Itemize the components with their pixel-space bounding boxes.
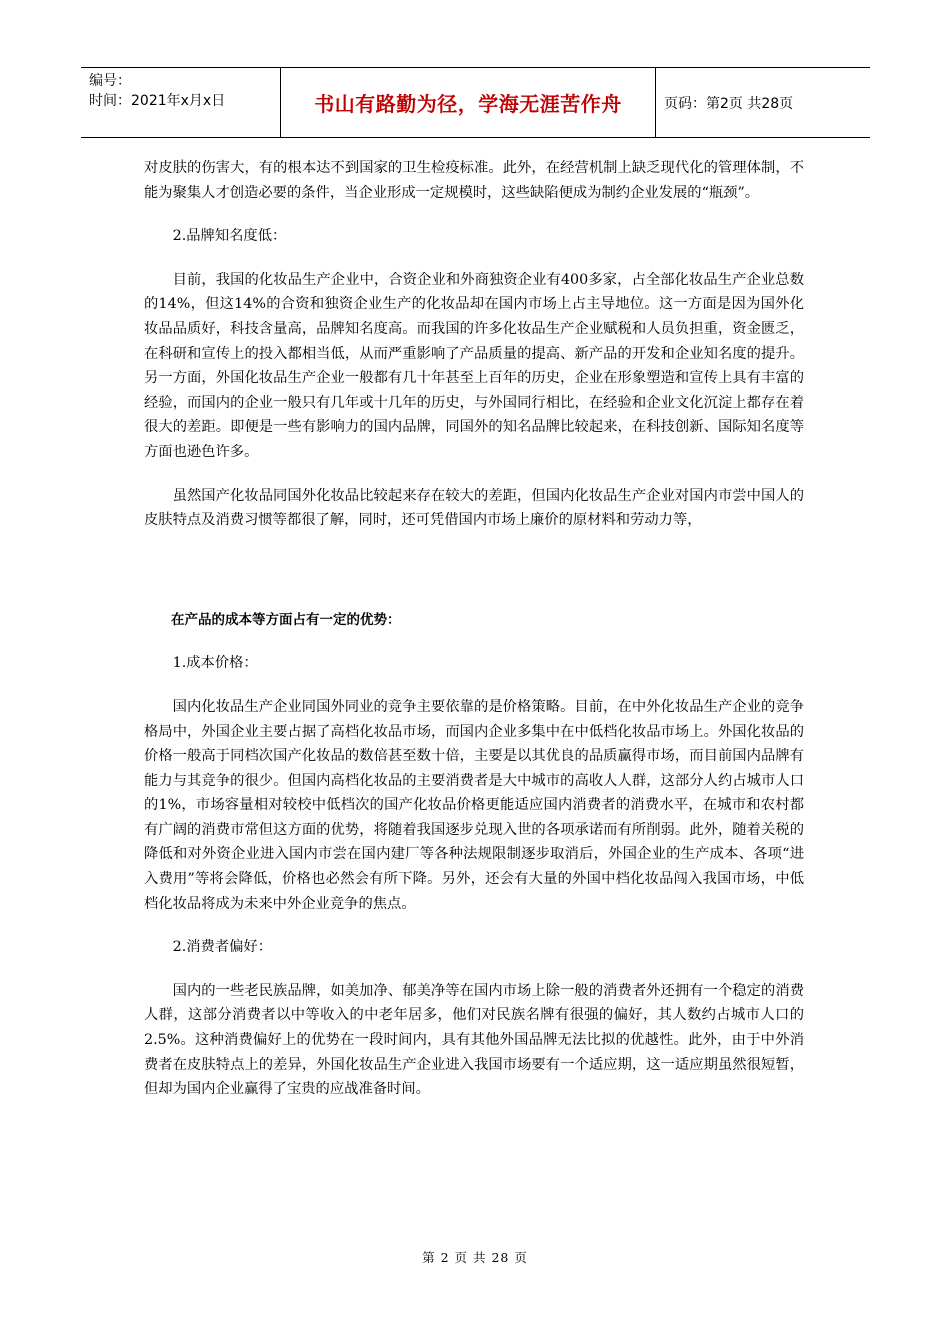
paragraph: 对皮肤的伤害大，有的根本达不到国家的卫生检疫标准。此外，在经营机制上缺乏现代化的管理体制，不能为聚集人才创造必要的条件，当企业形成一定规模时，这些缺陷便成为制约企业发展的“瓶颈”。 bbox=[144, 160, 804, 201]
paragraph: 国内化妆品生产企业同国外同业的竞争主要依靠的是价格策略。目前，在中外化妆品生产企业的竞争格局中，外国企业主要占据了高档化妆品市场，而国内企业多集中在中低档化妆品市场上。外国化妆品的价格一般高于同档次国产化妆品的数倍甚至数十倍，主要是以其优良的品质赢得市场，而目前国内品牌有能力与其竞争的很少。但国内高档化妆品的主要消费者是大中城市的高收人人群，这部分人约占城市人口的1%，市场容量相对较校中低档次的国产化妆品价格更能适应国内消费者的消费水平，在城市和农村都有广阔的消费市常但这方面的优势，将随着我国逐步兑现入世的各项承诺而有所削弱。此外，随着关税的降低和对外资企业进入国内市尝在国内建厂等各种法规限制逐步取消后，外国企业的生产成本、各项“进入费用”等将会降低，价格也必然会有所下降。另外，还会有大量的外国中档化妆品闯入我国市场，中低档化妆品将成为未来中外企业竞争的焦点。 bbox=[144, 698, 804, 912]
page-footer: 第 2 页 共 28 页 bbox=[422, 1250, 528, 1265]
header-meta bbox=[81, 68, 281, 137]
header-page-info: 页码：第2页 共28页 bbox=[664, 95, 794, 112]
document-body bbox=[144, 156, 804, 1102]
header-page-info-cell bbox=[656, 68, 870, 137]
document-time-label: 时间：2021年x月x日 bbox=[89, 93, 226, 109]
paragraph: 目前，我国的化妆品生产企业中，合资企业和外商独资企业有400多家，占全部化妆品生产企业总数的14%，但这14%的合资和独资企业生产的化妆品却在国内市场上占主导地位。这一方面是因为国外化妆品品质好，科技含量高，品牌知名度高。而我国的许多化妆品生产企业赋税和人员负担重，资金匮乏，在科研和宣传上的投入都相当低，从而严重影响了产品质量的提高、新产品的开发和企业知名度的提升。另一方面，外国化妆品生产企业一般都有几十年甚至上百年的历史，企业在形象塑造和宣传上具有丰富的经验，而国内的企业一般只有几年或十几年的历史，与外国同行相比，在经验和企业文化沉淀上都存在着很大的差距。即便是一些有影响力的国内品牌，同国外的知名品牌比较起来，在科技创新、国际知名度等方面也逊色许多。 bbox=[144, 271, 804, 460]
section-heading-brand: 2.品牌知名度低： bbox=[172, 228, 287, 245]
page-header bbox=[81, 67, 870, 138]
section-heading-preference: 2.消费者偏好： bbox=[172, 939, 273, 956]
section-heading-advantage: 在产品的成本等方面占有一定的优势： bbox=[171, 611, 401, 628]
paragraph: 虽然国产化妆品同国外化妆品比较起来存在较大的差距，但国内化妆品生产企业对国内市尝中国人的皮肤特点及消费习惯等都很了解，同时，还可凭借国内市场上廉价的原材料和劳动力等， bbox=[144, 487, 804, 529]
section-heading-cost: 1.成本价格： bbox=[172, 655, 258, 672]
header-motto: 书山有路勤为径，学海无涯苦作舟 bbox=[314, 92, 622, 116]
paragraph: 国内的一些老民族品牌，如美加净、郁美净等在国内市场上除一般的消费者外还拥有一个稳定的消费人群，这部分消费者以中等收入的中老年居多，他们对民族名牌有很强的偏好，其人数约占城市人口的2.5%。这种消费偏好上的优势在一段时间内，具有其他外国品牌无法比拟的优越性。此外，由于中外消费者在皮肤特点上的差异，外国化妆品生产企业进入我国市场要有一个适应期，这一适应期虽然很短暂，但却为国内企业赢得了宝贵的应战准备时间。 bbox=[144, 982, 804, 1098]
document-code-label: 编号： bbox=[89, 73, 131, 89]
header-motto-cell bbox=[281, 68, 656, 137]
